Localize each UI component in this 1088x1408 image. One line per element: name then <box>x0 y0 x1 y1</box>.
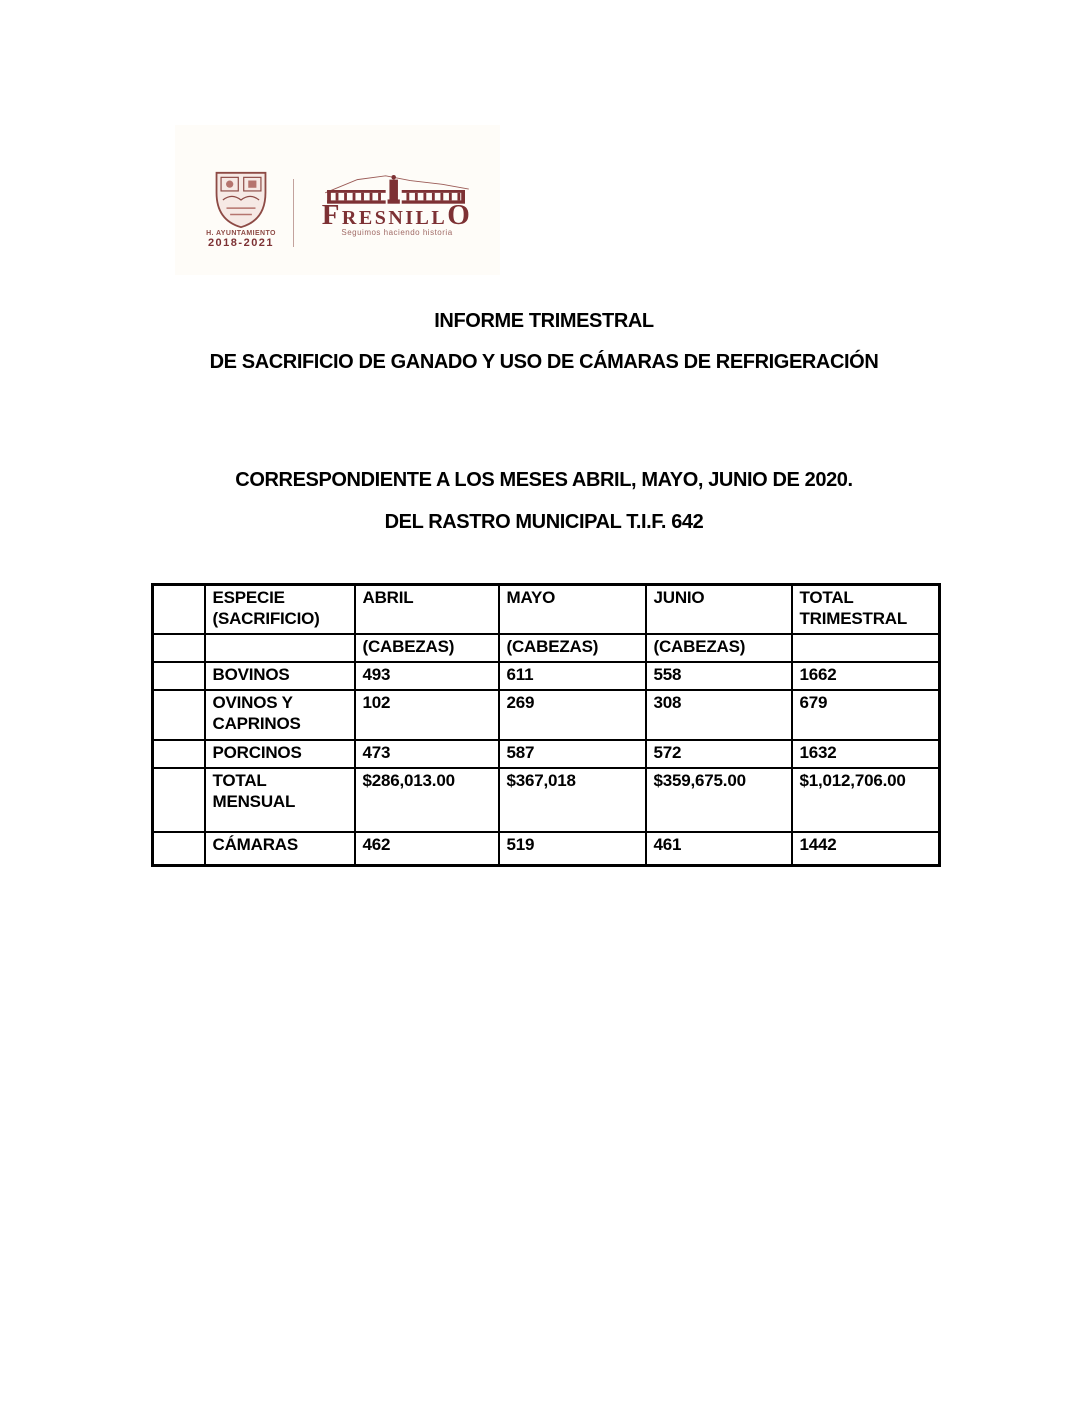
cell-empty <box>153 768 205 832</box>
cell-total-trimestre: $1,012,706.00 <box>792 768 940 832</box>
wordmark-initial-f: F <box>321 199 342 231</box>
row-label-bovinos: BOVINOS <box>205 662 355 690</box>
table-row-ovinos-caprinos <box>153 690 940 740</box>
table-header-row <box>153 585 940 635</box>
wordmark-tagline: Seguimos haciendo historia <box>341 228 453 237</box>
report-subtitle-period: CORRESPONDIENTE A LOS MESES ABRIL, MAYO, JUNIO DE 2020. <box>235 469 853 491</box>
header-cell-total-trimestral: TOTAL TRIMESTRAL <box>792 585 940 635</box>
crest-shield-icon <box>213 171 269 229</box>
units-cell-empty <box>153 634 205 662</box>
cell-total-abril: $286,013.00 <box>355 768 499 832</box>
units-cell-especie <box>205 634 355 662</box>
cell-camaras-total: 1442 <box>792 832 940 866</box>
cell-ovinos-abril: 102 <box>355 690 499 740</box>
report-subtitle-rastro: DEL RASTRO MUNICIPAL T.I.F. 642 <box>384 511 704 533</box>
cell-empty <box>153 662 205 690</box>
wordmark-final-o: O <box>447 199 473 231</box>
report-title-line2: DE SACRIFICIO DE GANADO Y USO DE CÁMARAS DE REFRIGERACIÓN <box>209 351 879 373</box>
header-cell-mayo: MAYO <box>499 585 646 635</box>
units-cell-total <box>792 634 940 662</box>
cell-camaras-abril: 462 <box>355 832 499 866</box>
cell-ovinos-mayo: 269 <box>499 690 646 740</box>
units-cell-abril: (CABEZAS) <box>355 634 499 662</box>
cell-porcinos-total: 1632 <box>792 740 940 768</box>
crest-caption-ayuntamiento: H. AYUNTAMIENTO <box>206 230 276 237</box>
row-label-ovinos-caprinos: OVINOS Y CAPRINOS <box>205 690 355 740</box>
cell-bovinos-mayo: 611 <box>499 662 646 690</box>
cell-empty <box>153 740 205 768</box>
cell-empty <box>153 832 205 866</box>
logo-divider <box>293 179 294 247</box>
report-table <box>151 583 941 867</box>
cell-total-mayo: $367,018 <box>499 768 646 832</box>
wordmark-middle: RESNILL <box>341 207 448 229</box>
fresnillo-logo <box>175 125 500 275</box>
cell-porcinos-abril: 473 <box>355 740 499 768</box>
cell-ovinos-total: 679 <box>792 690 940 740</box>
cell-porcinos-junio: 572 <box>646 740 792 768</box>
cell-total-junio: $359,675.00 <box>646 768 792 832</box>
table-units-row <box>153 634 940 662</box>
cell-bovinos-total: 1662 <box>792 662 940 690</box>
cell-bovinos-abril: 493 <box>355 662 499 690</box>
cell-bovinos-junio: 558 <box>646 662 792 690</box>
cell-empty <box>153 690 205 740</box>
table-row-bovinos <box>153 662 940 690</box>
row-label-camaras: CÁMARAS <box>205 832 355 866</box>
cell-camaras-junio: 461 <box>646 832 792 866</box>
fresnillo-wordmark <box>308 173 486 237</box>
header-cell-empty <box>153 585 205 635</box>
wordmark-text <box>308 199 486 231</box>
header-cell-especie: ESPECIE (SACRIFICIO) <box>205 585 355 635</box>
crest-caption-years: 2018-2021 <box>207 237 275 249</box>
cell-ovinos-junio: 308 <box>646 690 792 740</box>
units-cell-junio: (CABEZAS) <box>646 634 792 662</box>
row-label-total-mensual: TOTAL MENSUAL <box>205 768 355 832</box>
municipal-crest <box>203 171 279 249</box>
table-row-total-mensual <box>153 768 940 832</box>
cell-porcinos-mayo: 587 <box>499 740 646 768</box>
report-title-line1: INFORME TRIMESTRAL <box>434 310 654 332</box>
row-label-porcinos: PORCINOS <box>205 740 355 768</box>
units-cell-mayo: (CABEZAS) <box>499 634 646 662</box>
table-row-camaras <box>153 832 940 866</box>
cell-camaras-mayo: 519 <box>499 832 646 866</box>
header-cell-junio: JUNIO <box>646 585 792 635</box>
table-row-porcinos <box>153 740 940 768</box>
header-cell-abril: ABRIL <box>355 585 499 635</box>
